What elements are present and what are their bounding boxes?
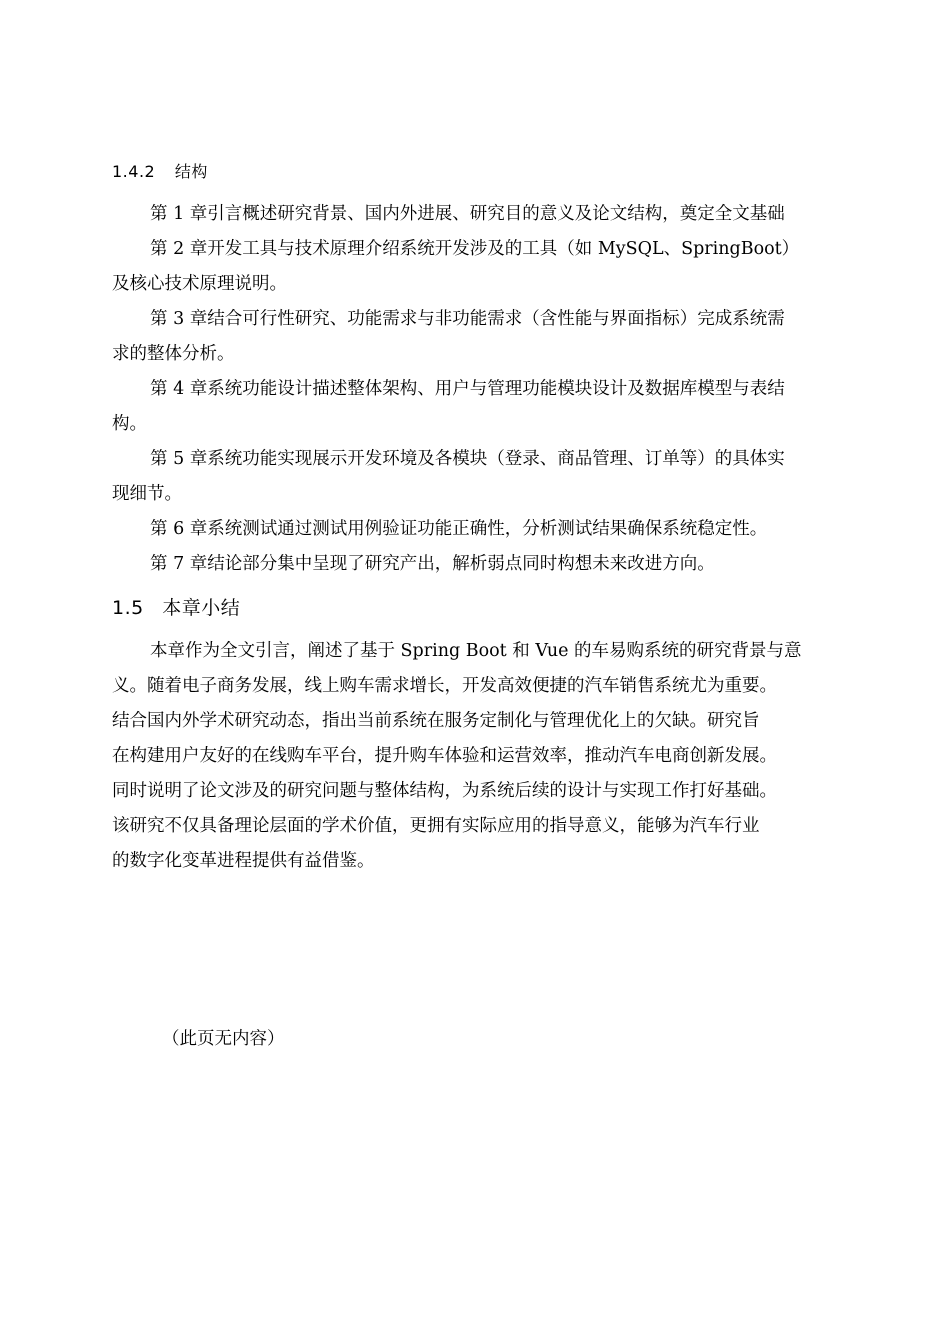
paragraph-line: 现细节。 (112, 484, 182, 504)
paragraph-line: 本章作为全文引言，阐述了基于 Spring Boot 和 Vue 的车易购系统的研究背景与意 (150, 641, 802, 661)
section-1-5-heading (112, 594, 240, 622)
blank-page-note: （此页无内容） (162, 1029, 285, 1049)
paragraph-line: 第 4 章系统功能设计描述整体架构、用户与管理功能模块设计及数据库模型与表结 (150, 379, 785, 399)
paragraph-line: 第 1 章引言概述研究背景、国内外进展、研究目的意义及论文结构，奠定全文基础 (150, 204, 785, 224)
paragraph-line: 该研究不仅具备理论层面的学术价值，更拥有实际应用的指导意义，能够为汽车行业 (112, 816, 760, 836)
paragraph-line: 求的整体分析。 (112, 344, 235, 364)
paragraph-line: 义。随着电子商务发展，线上购车需求增长，开发高效便捷的汽车销售系统尤为重要。 (112, 676, 777, 696)
section-number: 1.4.2 (112, 162, 156, 181)
paragraph-line: 构。 (112, 414, 147, 434)
section-title: 本章小结 (162, 597, 241, 619)
paragraph-line: 的数字化变革进程提供有益借鉴。 (112, 851, 375, 871)
summary-paragraph (112, 634, 852, 879)
paragraph-line: 第 5 章系统功能实现展示开发环境及各模块（登录、商品管理、订单等）的具体实 (150, 449, 785, 469)
paragraph-line: 在构建用户友好的在线购车平台，提升购车体验和运营效率，推动汽车电商创新发展。 (112, 746, 777, 766)
paragraph-line: 同时说明了论文涉及的研究问题与整体结构，为系统后续的设计与实现工作打好基础。 (112, 781, 777, 801)
paragraph-line: 第 2 章开发工具与技术原理介绍系统开发涉及的工具（如 MySQL、SpringBoot） (150, 239, 800, 259)
section-title: 结构 (174, 162, 208, 181)
structure-paragraphs (112, 197, 852, 582)
paragraph-line: 第 6 章系统测试通过测试用例验证功能正确性，分析测试结果确保系统稳定性。 (150, 519, 768, 539)
section-number: 1.5 (112, 597, 144, 619)
paragraph-line: 结合国内外学术研究动态，指出当前系统在服务定制化与管理优化上的欠缺。研究旨 (112, 711, 760, 731)
section-1-4-2-heading (112, 160, 208, 184)
paragraph-line: 第 3 章结合可行性研究、功能需求与非功能需求（含性能与界面指标）完成系统需 (150, 309, 785, 329)
paragraph-line: 及核心技术原理说明。 (112, 274, 287, 294)
paragraph-line: 第 7 章结论部分集中呈现了研究产出，解析弱点同时构想未来改进方向。 (150, 554, 715, 574)
